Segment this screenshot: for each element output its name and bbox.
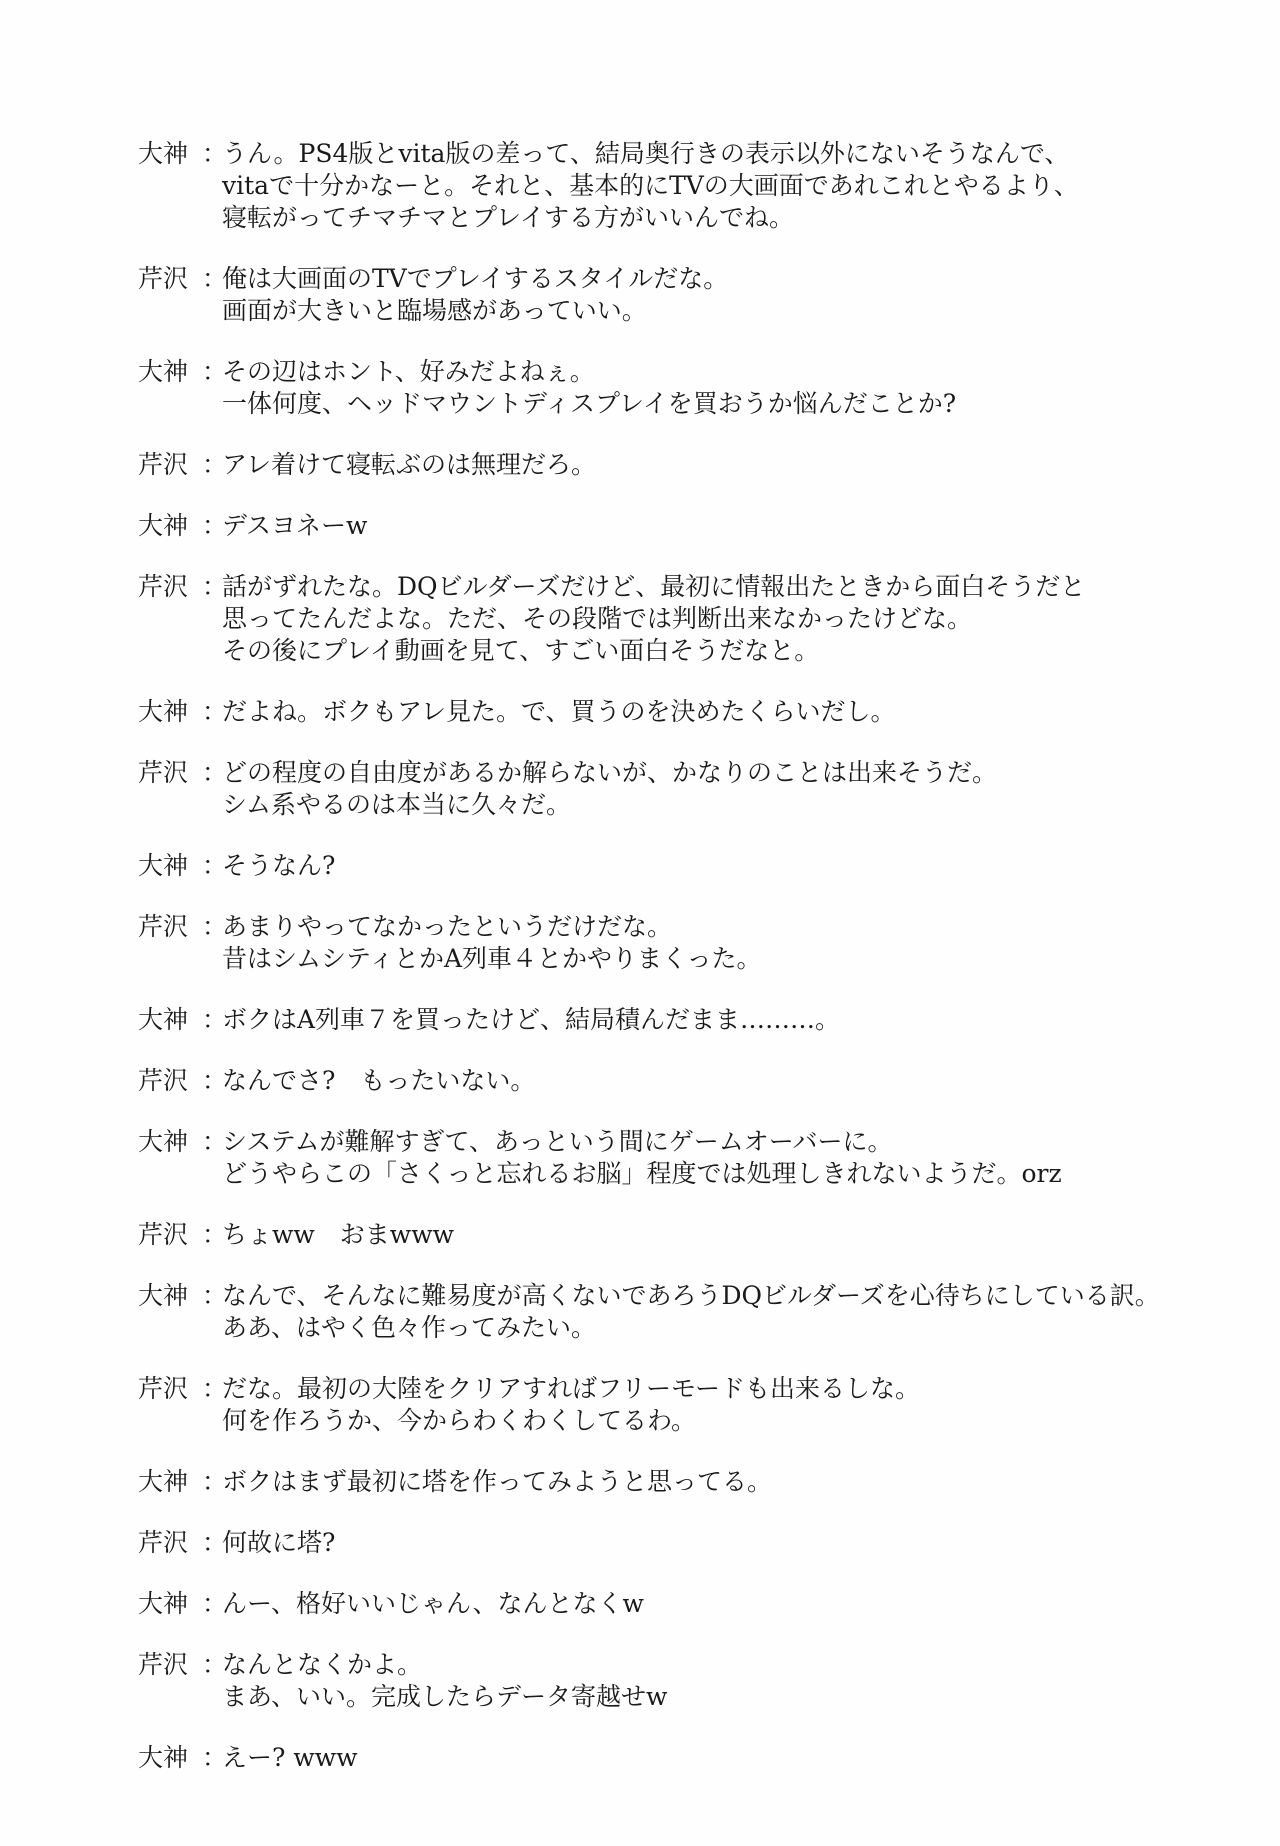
speech-lines [222,850,1238,882]
speech-line: 何故に塔? [222,1528,336,1557]
speaker-separator: ： [202,450,228,479]
dialogue-entry [138,1588,1238,1620]
speech-lines [222,1126,1238,1190]
speaker-separator: ： [202,1127,228,1156]
speech-lines [222,138,1238,234]
dialogue-entry [138,263,1238,327]
speaker-separator: ： [202,1589,228,1618]
speaker-separator: ： [202,697,228,726]
speech-line: ボクはA列車７を買ったけど、結局積んだまま………。 [222,1005,841,1034]
speech-lines [222,1373,1238,1437]
speech-line: えー? www [222,1743,358,1772]
speech-line: その後にプレイ動画を見て、すごい面白そうだなと。 [222,636,820,665]
dialogue-entry [138,1280,1238,1344]
speaker-name: 芹沢 [138,1220,189,1249]
speech-lines [222,1527,1238,1559]
speaker-separator: ： [202,139,228,168]
dialogue-entry [138,1649,1238,1713]
speech-lines [222,1280,1238,1344]
speaker-name: 大神 [138,511,189,540]
speech-line: 昔はシムシティとかA列車４とかやりまくった。 [222,944,762,973]
speaker-separator: ： [202,357,228,386]
dialogue-entry [138,571,1238,667]
speaker-name: 大神 [138,697,189,726]
speech-line: 思ってたんだよな。ただ、その段階では判断出来なかったけどな。 [222,604,973,633]
speaker-separator: ： [202,1066,228,1095]
speech-line: うん。PS4版とvita版の差って、結局奥行きの表示以外にないそうなんで、 [222,139,1070,168]
speaker-name: 芹沢 [138,450,189,479]
speech-lines [222,1742,1238,1774]
speech-lines [222,911,1238,975]
speech-lines [222,356,1238,420]
speech-line: シム系やるのは本当に久々だ。 [222,790,572,819]
speaker-separator: ： [202,1528,228,1557]
dialogue-transcript [138,138,1238,1803]
speech-lines [222,510,1238,542]
speaker-separator: ： [202,511,228,540]
speech-line: 一体何度、ヘッドマウントディスプレイを買おうか悩んだことか? [222,389,957,418]
speech-line: システムが難解すぎて、あっという間にゲームオーバーに。 [222,1127,893,1156]
speech-line: まあ、いい。完成したらデータ寄越せw [222,1682,668,1711]
dialogue-entry [138,449,1238,481]
speech-line: アレ着けて寝転ぶのは無理だろ。 [222,450,597,479]
speaker-separator: ： [202,1467,228,1496]
dialogue-entry [138,138,1238,234]
speaker-name: 大神 [138,851,189,880]
speech-lines [222,1649,1238,1713]
dialogue-entry [138,1065,1238,1097]
speaker-name: 芹沢 [138,1374,189,1403]
dialogue-entry [138,1373,1238,1437]
speaker-separator: ： [202,1005,228,1034]
dialogue-entry [138,1742,1238,1774]
speech-line: だよね。ボクもアレ見た。で、買うのを決めたくらいだし。 [222,697,896,726]
speech-line: ボクはまず最初に塔を作ってみようと思ってる。 [222,1467,773,1496]
speaker-name: 大神 [138,1005,189,1034]
speaker-name: 芹沢 [138,758,189,787]
speaker-name: 大神 [138,1127,189,1156]
speaker-name: 大神 [138,139,189,168]
speaker-separator: ： [202,572,228,601]
speaker-name: 芹沢 [138,1066,189,1095]
dialogue-entry [138,850,1238,882]
speech-lines [222,263,1238,327]
speech-line: ああ、はやく色々作ってみたい。 [222,1313,597,1342]
speaker-name: 大神 [138,357,189,386]
speaker-name: 大神 [138,1589,189,1618]
speech-lines [222,1219,1238,1251]
speaker-name: 大神 [138,1467,189,1496]
dialogue-entry [138,1219,1238,1251]
dialogue-entry [138,356,1238,420]
speech-line: んー、格好いいじゃん、なんとなくw [222,1589,644,1618]
speaker-name: 芹沢 [138,1650,189,1679]
speaker-separator: ： [202,851,228,880]
speech-line: 寝転がってチマチマとプレイする方がいいんでね。 [222,203,795,232]
dialogue-entry [138,757,1238,821]
speech-line: vitaで十分かなーと。それと、基本的にTVの大画面であれこれとやるより、 [222,171,1079,200]
speech-line: デスヨネーw [222,511,368,540]
speech-line: なんで、そんなに難易度が高くないであろうDQビルダーズを心待ちにしている訳。 [222,1281,1160,1310]
speech-lines [222,1004,1238,1036]
dialogue-entry [138,911,1238,975]
speech-line: だな。最初の大陸をクリアすればフリーモードも出来るしな。 [222,1374,921,1403]
speech-line: どの程度の自由度があるか解らないが、かなりのことは出来そうだ。 [222,758,998,787]
speech-lines [222,1065,1238,1097]
speech-lines [222,1466,1238,1498]
speaker-name: 大神 [138,1281,189,1310]
speaker-separator: ： [202,1743,228,1772]
dialogue-entry [138,1466,1238,1498]
dialogue-entry [138,510,1238,542]
speaker-name: 芹沢 [138,264,189,293]
speaker-name: 大神 [138,1743,189,1772]
speech-line: ちょww おまwww [222,1220,454,1249]
speech-lines [222,1588,1238,1620]
speech-lines [222,449,1238,481]
speech-line: 何を作ろうか、今からわくわくしてるわ。 [222,1406,697,1435]
speaker-separator: ： [202,1220,228,1249]
speech-lines [222,757,1238,821]
speech-lines [222,571,1238,667]
speech-line: あまりやってなかったというだけだな。 [222,912,673,941]
speaker-name: 芹沢 [138,1528,189,1557]
speech-line: 俺は大画面のTVでプレイするスタイルだな。 [222,264,729,293]
speech-line: なんとなくかよ。 [222,1650,423,1679]
speech-line: 画面が大きいと臨場感があっていい。 [222,296,647,325]
speech-line: なんでさ? もったいない。 [222,1066,536,1095]
speaker-separator: ： [202,912,228,941]
speech-line: 話がずれたな。DQビルダーズだけど、最初に情報出たときから面白そうだと [222,572,1086,601]
speech-line: そうなん? [222,851,336,880]
speaker-separator: ： [202,1281,228,1310]
speech-lines [222,696,1238,728]
dialogue-entry [138,1126,1238,1190]
speech-line: どうやらこの「さくっと忘れるお脳」程度では処理しきれないようだ。orz [222,1159,1062,1188]
speaker-name: 芹沢 [138,572,189,601]
speaker-name: 芹沢 [138,912,189,941]
dialogue-entry [138,1004,1238,1036]
speaker-separator: ： [202,1374,228,1403]
speech-line: その辺はホント、好みだよねぇ。 [222,357,595,386]
dialogue-entry [138,1527,1238,1559]
speaker-separator: ： [202,1650,228,1679]
speaker-separator: ： [202,758,228,787]
dialogue-entry [138,696,1238,728]
speaker-separator: ： [202,264,228,293]
